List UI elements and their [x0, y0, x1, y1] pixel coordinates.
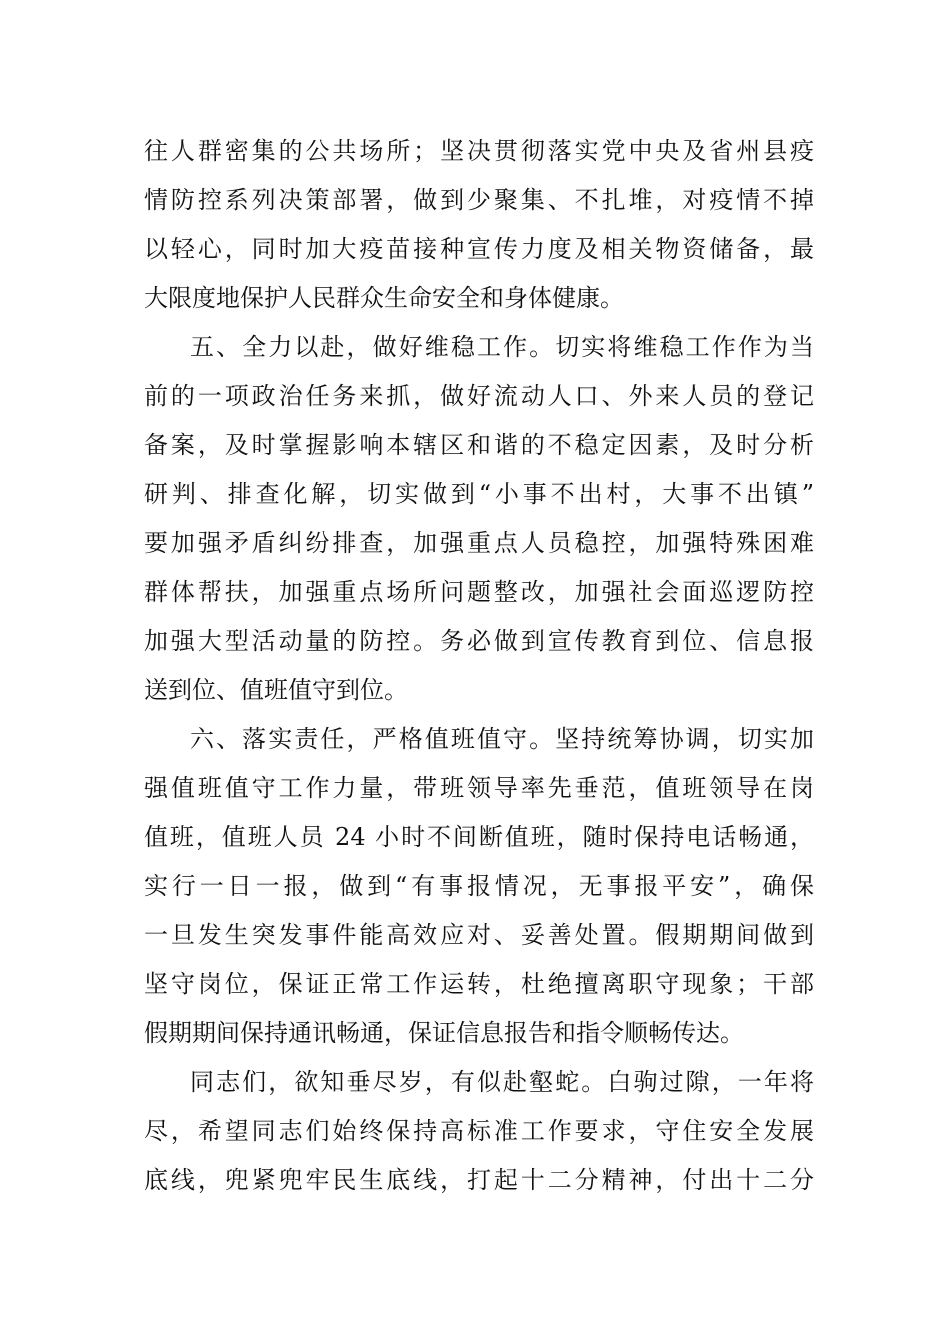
- text-line: 加强大型活动量的防控。务必做到宣传教育到位、信息报: [144, 627, 814, 655]
- paragraph-start-line: 五、全力以赴，做好维稳工作。切实将维稳工作作为当: [190, 333, 814, 361]
- paragraph-start-line: 同志们，欲知垂尽岁，有似赴壑蛇。白驹过隙，一年将: [190, 1068, 814, 1096]
- text-line: 前的一项政治任务来抓，做好流动人口、外来人员的登记: [144, 382, 814, 410]
- text-line: 实行一日一报，做到“有事报情况，无事报平安”，确保: [144, 872, 814, 900]
- text-line: 大限度地保护人民群众生命安全和身体健康。: [144, 284, 624, 312]
- text-line: 一旦发生突发事件能高效应对、妥善处置。假期期间做到: [144, 921, 814, 949]
- text-line: 群体帮扶，加强重点场所问题整改，加强社会面巡逻防控: [144, 578, 814, 606]
- text-line: 情防控系列决策部署，做到少聚集、不扎堆，对疫情不掉: [144, 186, 814, 214]
- text-line: 以轻心，同时加大疫苗接种宣传力度及相关物资储备，最: [144, 235, 814, 263]
- paragraph-start-line: 六、落实责任，严格值班值守。坚持统筹协调，切实加: [190, 725, 814, 753]
- text-line: 送到位、值班值守到位。: [144, 676, 408, 704]
- text-line: 强值班值守工作力量，带班领导率先垂范，值班领导在岗: [144, 774, 814, 802]
- text-line: 研判、排查化解，切实做到“小事不出村，大事不出镇”: [144, 480, 814, 508]
- text-line: 备案，及时掌握影响本辖区和谐的不稳定因素，及时分析: [144, 431, 814, 459]
- text-line: 尽，希望同志们始终保持高标准工作要求，守住安全发展: [144, 1117, 814, 1145]
- text-line: 坚守岗位，保证正常工作运转，杜绝擅离职守现象；干部: [144, 970, 814, 998]
- text-line: 值班，值班人员 24 小时不间断值班，随时保持电话畅通，: [144, 823, 814, 851]
- text-line: 假期期间保持通讯畅通，保证信息报告和指令顺畅传达。: [144, 1019, 744, 1047]
- text-line: 底线，兜紧兜牢民生底线，打起十二分精神，付出十二分: [144, 1166, 814, 1194]
- text-line: 要加强矛盾纠纷排查，加强重点人员稳控，加强特殊困难: [144, 529, 814, 557]
- text-line: 往人群密集的公共场所；坚决贯彻落实党中央及省州县疫: [144, 137, 814, 165]
